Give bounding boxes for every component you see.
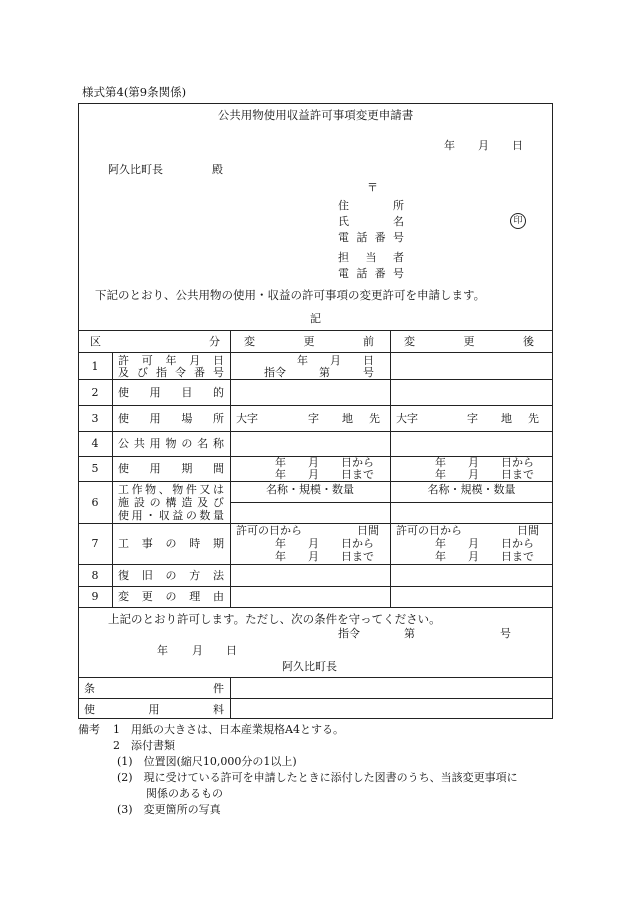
after-oaza: 大字: [396, 412, 418, 425]
row-label: 工 作 物 、 物 件 又 は: [118, 483, 224, 496]
date-year-label: 年: [444, 139, 455, 152]
approval-day: 日: [226, 644, 237, 657]
contact-phone-label: 電 話 番 号: [338, 267, 404, 280]
table-line: [78, 607, 553, 608]
row-label: 施 設 の 構 造 及 び: [118, 496, 224, 509]
row-label: 使 用 ・ 収 益 の 数 量: [118, 509, 224, 522]
row-label: 許 可 年 月 日: [118, 354, 224, 367]
table-line: [78, 379, 553, 380]
row-label: 公 共 用 物 の 名 称: [118, 437, 224, 450]
request-text: 下記のとおり、公共用物の使用・収益の許可事項の変更許可を申請します。: [95, 288, 486, 302]
row-label: 工 事 の 時 期: [118, 537, 224, 550]
table-line: [78, 586, 553, 587]
before-work-days: 許可の日から 日間: [236, 524, 379, 537]
address-label-char: 住: [338, 199, 349, 212]
table-line: [78, 564, 553, 565]
row-number: 4: [91, 437, 99, 450]
note-item: 1 用紙の大きさは、日本産業規格A4とする。: [113, 723, 344, 736]
header-after: 変 更 後: [404, 335, 534, 348]
row-label: 復 旧 の 方 法: [118, 569, 224, 582]
approval-year: 年: [157, 644, 168, 657]
permit-date-field: 年 月 日: [297, 354, 374, 367]
note-item: (1) 位置図(縮尺10,000分の1以上): [117, 755, 297, 768]
approval-directive: 指令: [338, 627, 360, 640]
phone-label: 電 話 番 号: [338, 231, 404, 244]
row-label: 及 び 指 令 番 号: [118, 366, 224, 379]
form-number: 様式第4(第9条関係): [82, 85, 187, 99]
table-line: [230, 330, 231, 607]
table-line: [78, 330, 553, 331]
table-line: [112, 352, 113, 607]
approval-dai: 第: [404, 627, 415, 640]
table-line: [78, 481, 553, 482]
after-work-days: 許可の日から 日間: [396, 524, 539, 537]
before-period-from: 年 月 日から: [275, 456, 374, 469]
page-title: 公共用物使用収益許可事項変更申請書: [217, 108, 414, 122]
contact-label: 担 当 者: [338, 251, 404, 264]
address-label: [338, 200, 404, 211]
ki-label: 記: [310, 312, 321, 325]
before-work-to: 年 月 日まで: [275, 550, 374, 563]
table-line: [230, 502, 553, 503]
row-label: 使 用 期 間: [118, 462, 224, 475]
before-chisaki: 地 先: [342, 412, 380, 425]
form-frame: [78, 103, 553, 719]
before-work-from: 年 月 日から: [275, 537, 374, 550]
addressee-name: 阿久比町長: [108, 163, 163, 176]
table-line: [78, 698, 553, 699]
notes-title: 備考: [78, 723, 100, 736]
table-line: [78, 431, 553, 432]
after-work-from: 年 月 日から: [435, 537, 534, 550]
row-number: 5: [91, 462, 99, 475]
date-month-label: 月: [478, 139, 489, 152]
note-item: 2 添付書類: [113, 739, 175, 752]
before-period-to: 年 月 日まで: [275, 468, 374, 481]
note-item: (3) 変更箇所の写真: [117, 803, 221, 816]
approval-month: 月: [192, 644, 203, 657]
before-aza: 字: [308, 412, 319, 425]
after-work-to: 年 月 日まで: [435, 550, 534, 563]
table-line: [390, 330, 391, 607]
row-label: 変 更 の 理 由: [118, 590, 224, 603]
approval-signer: 阿久比町長: [282, 660, 337, 673]
approval-go: 号: [500, 627, 511, 640]
note-item: 関係のあるもの: [146, 787, 223, 800]
row-number: 7: [91, 537, 99, 550]
seal-icon: 印: [510, 213, 526, 229]
header-category: 区 分: [90, 335, 220, 348]
row-label: 使 用 目 的: [118, 386, 224, 399]
note-item: (2) 現に受けている許可を申請したときに添付した図書のうち、当該変更事項に: [117, 771, 518, 784]
row-number: 6: [91, 496, 99, 509]
row-number: 9: [91, 590, 99, 603]
name-label: [338, 216, 404, 227]
table-line: [230, 677, 231, 719]
table-line: [78, 677, 553, 678]
name-label-char: 名: [393, 215, 404, 228]
postal-mark: 〒: [367, 181, 378, 194]
row-number: 8: [91, 569, 99, 582]
before-oaza: 大字: [236, 412, 258, 425]
approval-text: 上記のとおり許可します。ただし、次の条件を守ってください。: [108, 612, 441, 626]
before-structure-header: 名称・規模・数量: [266, 483, 354, 496]
row-number: 3: [91, 412, 99, 425]
row-number: 1: [91, 360, 99, 373]
addressee-honorific: 殿: [212, 163, 223, 176]
after-chisaki: 地 先: [501, 412, 539, 425]
header-before: 変 更 前: [244, 335, 374, 348]
conditions-label: 条 件: [84, 682, 224, 695]
date-day-label: 日: [512, 139, 523, 152]
directive-number-field: 指令 第 号: [264, 366, 374, 379]
table-line: [78, 352, 553, 353]
after-structure-header: 名称・規模・数量: [427, 483, 516, 496]
fee-label: 使 用 料: [84, 703, 224, 716]
address-label-char: 所: [393, 199, 404, 212]
row-number: 2: [91, 386, 99, 399]
after-aza: 字: [467, 412, 478, 425]
after-period-to: 年 月 日まで: [435, 468, 534, 481]
table-line: [78, 405, 553, 406]
row-label: 使 用 場 所: [118, 412, 224, 425]
after-period-from: 年 月 日から: [435, 456, 534, 469]
name-label-char: 氏: [338, 215, 349, 228]
